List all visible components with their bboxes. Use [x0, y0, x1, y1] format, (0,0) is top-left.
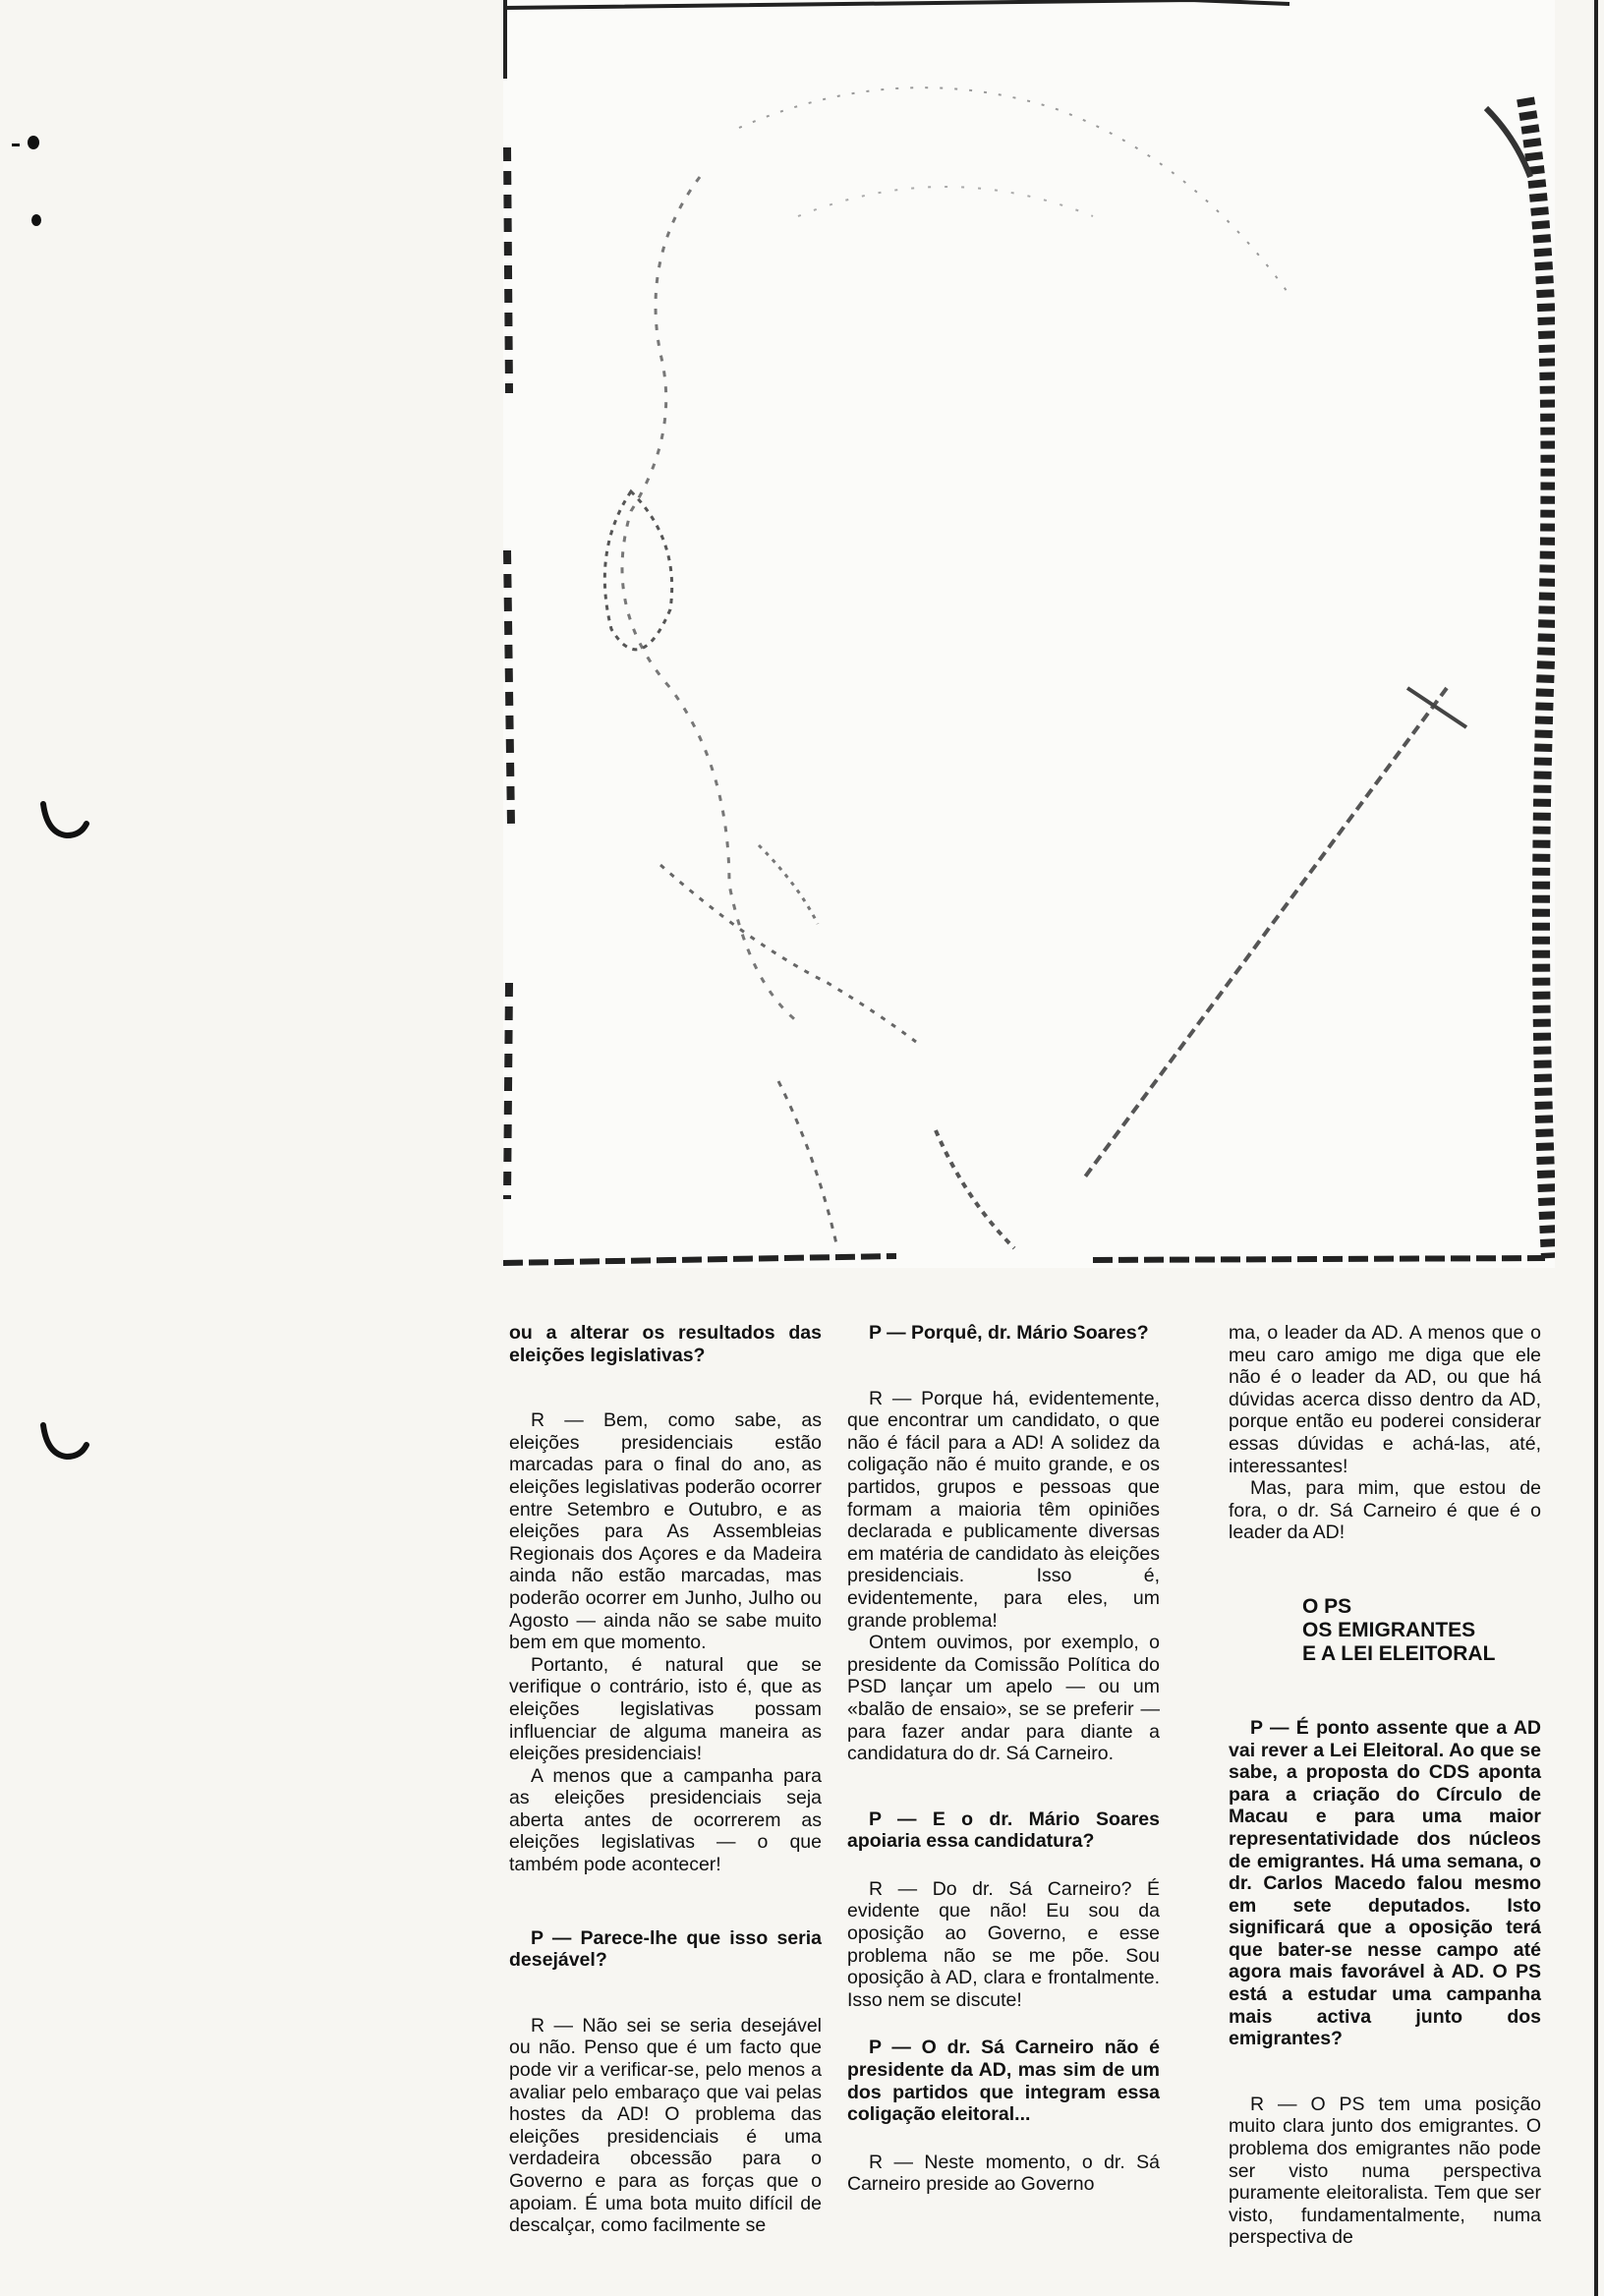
answer-paragraph: R — Porque há, evidentemente, que encontrar um candidato, o que não é fácil para a AD! A solidez da coligação não é muito grande, e os partidos, grupos e pessoas que formam a maioria têm opiniões declarada e publicamente diversas em matéria de candidato às eleições presidenciais. Isso é, evidentemente, para eles, um grande problema!: [847, 1387, 1160, 1632]
section-heading-line: O PS: [1302, 1594, 1352, 1618]
paragraph: A menos que a campanha para as eleições presidenciais seja aberta antes de ocorrerem as eleições legislativas — o que também pode acontecer!: [509, 1764, 822, 1876]
scan-mark: [31, 214, 41, 226]
question-paragraph: P — E o dr. Mário Soares apoiaria essa candidatura?: [847, 1808, 1160, 1853]
section-heading: [1302, 1595, 1541, 1666]
portrait-photo: [503, 0, 1555, 1268]
section-heading-line: E A LEI ELEITORAL: [1302, 1641, 1496, 1665]
scan-mark: [12, 144, 20, 146]
paragraph: Mas, para mim, que estou de fora, o dr. Sá Carneiro é que é o leader da AD!: [1229, 1477, 1541, 1544]
punch-hole-mark: [37, 1419, 90, 1463]
question-paragraph: P — O dr. Sá Carneiro não é presidente da AD, mas sim de um dos partidos que integram essa coligação eleitoral...: [847, 2037, 1160, 2126]
answer-paragraph: R — Neste momento, o dr. Sá Carneiro preside ao Governo: [847, 2151, 1160, 2196]
question-paragraph: P — Parece-lhe que isso seria desejável?: [509, 1926, 822, 1972]
paragraph-continuation: ma, o leader da AD. A menos que o meu caro amigo me diga que ele não é o leader da AD, ou que há dúvidas acerca disso dentro da AD, porque então eu poderei considerar essas dúvidas e achá-las, até, interessantes!: [1229, 1322, 1541, 1477]
question-paragraph: P — É ponto assente que a AD vai rever a Lei Eleitoral. Ao que se sabe, a proposta do CDS aponta para a criação do Círculo de Macau e para uma maior representatividade dos núcleos de emigrantes. Há uma semana, o dr. Carlos Macedo falou mesmo em sete deputados. Isto significará que a oposição terá que bater-se nesse campo até agora mais favorável à AD. O PS está a estudar uma campanha mais activa junto dos emigrantes?: [1229, 1716, 1541, 2050]
article-column-2: [847, 1322, 1160, 2196]
article-column-1: [509, 1322, 822, 2237]
paragraph: Ontem ouvimos, por exemplo, o presidente da Comissão Política do PSD lançar um apelo — ou um «balão de ensaio», se se preferir — para fazer andar para diante a candidatura do dr. Sá Carneiro.: [847, 1632, 1160, 1765]
scan-mark: [28, 136, 39, 149]
section-heading-line: OS EMIGRANTES: [1302, 1618, 1476, 1641]
answer-paragraph: R — O PS tem uma posição muito clara junto dos emigrantes. O problema dos emigrantes não pode ser visto numa perspectiva puramente eleitoralista. Tem que ser visto, fundamentalmente, numa perspectiva de: [1229, 2093, 1541, 2249]
article-column-3: [1229, 1322, 1541, 2249]
punch-hole-mark: [37, 798, 90, 841]
question-continuation: ou a alterar os resultados das eleições legislativas?: [509, 1322, 822, 1366]
scan-mark: [1594, 0, 1598, 2296]
answer-paragraph: R — Do dr. Sá Carneiro? É evidente que não! Eu sou da oposição ao Governo, e esse problema não se me põe. Sou oposição à AD, clara e frontalmente. Isso nem se discute!: [847, 1877, 1160, 2011]
answer-paragraph: R — Não sei se seria desejável ou não. Penso que é um facto que pode vir a verificar-se, pelo menos a avaliar pelo embaraço que vai pelas hostes da AD! O problema das eleições presidenciais é uma verdadeira obcessão para o Governo e para as forças que o apoiam. É uma bota muito difícil de descalçar, como facilmente se: [509, 2014, 822, 2237]
question-paragraph: P — Porquê, dr. Mário Soares?: [869, 1322, 1149, 1344]
answer-paragraph: R — Bem, como sabe, as eleições presidenciais estão marcadas para o final do ano, as eleições legislativas poderão ocorrer entre Setembro e Outubro, e as eleições para As Assembleias Regionais dos Açores e da Madeira ainda não estão marcadas, mas poderão ocorrer em Junho, Julho ou Agosto — ainda não se sabe muito bem em que momento.: [509, 1409, 822, 1654]
paragraph: Portanto, é natural que se verifique o contrário, isto é, que as eleições legislativas possam influenciar de alguma maneira as eleições presidenciais!: [509, 1653, 822, 1765]
